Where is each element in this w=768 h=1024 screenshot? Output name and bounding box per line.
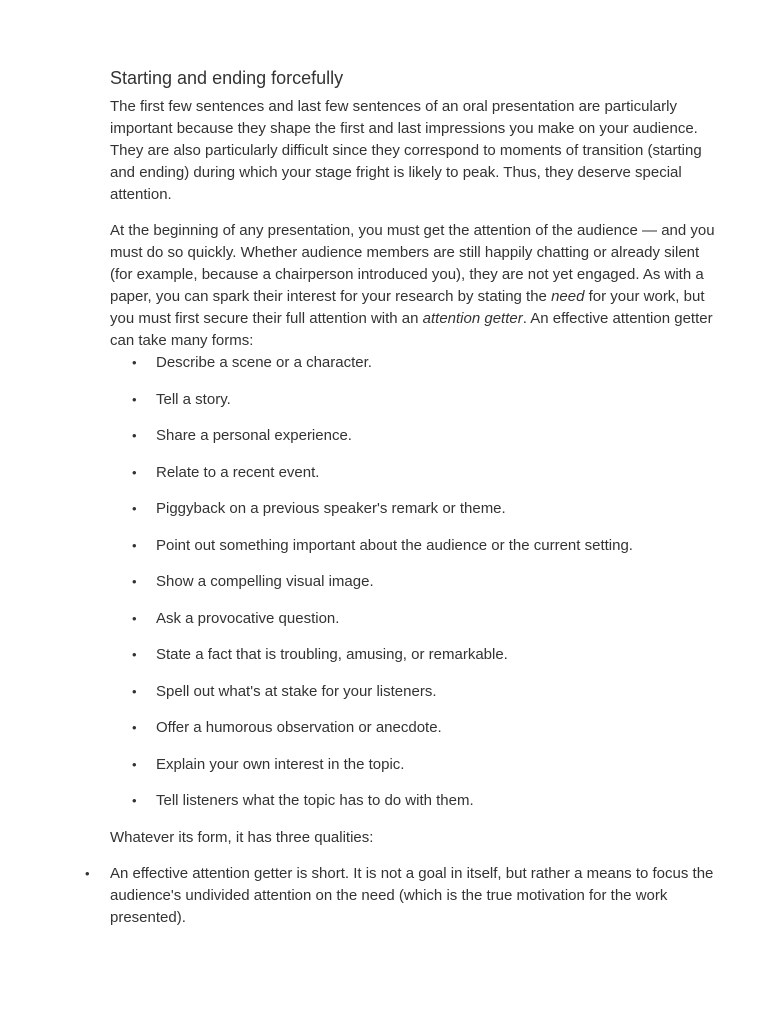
qualities-list bbox=[85, 863, 720, 929]
bullet-icon: • bbox=[132, 793, 137, 808]
list-item: • Explain your own interest in the topic. bbox=[110, 754, 720, 776]
list-item: • Describe a scene or a character. bbox=[110, 352, 720, 374]
bullet-icon: • bbox=[132, 574, 137, 589]
qualities-intro: Whatever its form, it has three qualities: bbox=[110, 828, 374, 846]
list-item: • Point out something important about the audience or the current setting. bbox=[110, 535, 720, 557]
attention-paragraph-text-2: for your work, but you must first secure their full attention with an bbox=[110, 288, 705, 327]
bullet-icon: • bbox=[85, 865, 90, 881]
attention-getter-forms-list bbox=[110, 352, 720, 812]
bullet-icon: • bbox=[132, 756, 137, 772]
list-item: • Spell out what's at stake for your listeners. bbox=[110, 681, 720, 703]
list-item: • Tell listeners what the topic has to do with them. bbox=[110, 790, 720, 812]
bullet-icon: • bbox=[132, 537, 137, 553]
list-item: • Show a compelling visual image. bbox=[110, 571, 720, 593]
bullet-icon: • bbox=[132, 610, 137, 626]
bullet-icon: • bbox=[132, 391, 137, 407]
attention-getter-emphasis: attention getter bbox=[422, 310, 523, 327]
list-item: • Share a personal experience. bbox=[110, 425, 720, 447]
list-item: • An effective attention getter is short. It is not a goal in itself, but rather a means to focus the audience's undivided attention on the need (which is the true motivation for the work presented). bbox=[85, 864, 714, 926]
attention-paragraph-text-1: At the beginning of any presentation, you must get the attention of the audience — and you must do so quickly. Whether audience members are still happily chatting or already silent (for example, because a chairperson introduced you), they are not yet engaged. As with a paper, you can spark their interest for your research by stating the bbox=[110, 222, 715, 305]
intro-paragraph: The first few sentences and last few sentences of an oral presentation are particularly important because they shape the first and last impressions you make on your audience. They are also particularly difficult since they correspond to moments of transition (starting and ending) during which your stage fright is likely to peak. Thus, they deserve special attention. bbox=[110, 98, 702, 203]
bullet-icon: • bbox=[132, 720, 137, 735]
bullet-icon: • bbox=[132, 464, 137, 480]
list-item: • Tell a story. bbox=[110, 389, 720, 411]
bullet-icon: • bbox=[132, 428, 137, 443]
list-item: • Piggyback on a previous speaker's remark or theme. bbox=[110, 498, 720, 520]
section-heading: Starting and ending forcefully bbox=[110, 68, 344, 88]
list-item: • Offer a humorous observation or anecdote. bbox=[110, 717, 720, 739]
need-emphasis: need bbox=[551, 288, 585, 305]
attention-paragraph-text-3: . An effective attention getter can take many forms: bbox=[110, 310, 713, 349]
bullet-icon: • bbox=[132, 647, 137, 662]
attention-paragraph bbox=[110, 220, 720, 352]
bullet-icon: • bbox=[132, 355, 137, 370]
list-item: • Relate to a recent event. bbox=[110, 462, 720, 484]
document-page bbox=[85, 66, 720, 929]
bullet-icon: • bbox=[132, 683, 137, 699]
bullet-icon: • bbox=[132, 501, 137, 516]
list-item: • Ask a provocative question. bbox=[110, 608, 720, 630]
list-item: • State a fact that is troubling, amusing, or remarkable. bbox=[110, 644, 720, 666]
